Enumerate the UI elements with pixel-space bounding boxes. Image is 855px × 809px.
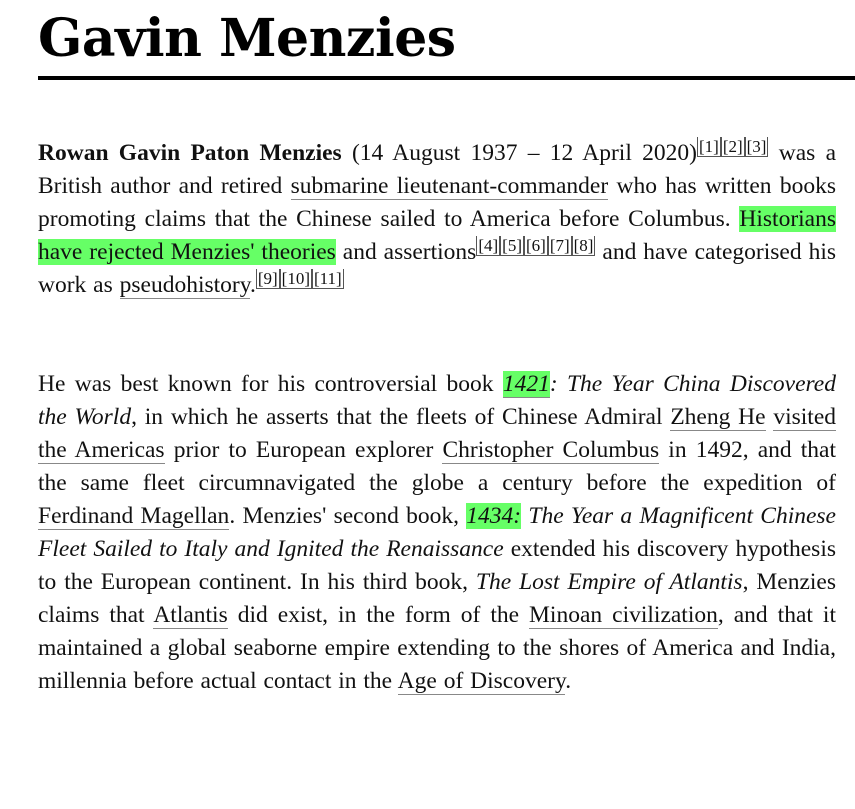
text-run: was a British author and retired [38,140,837,199]
ref-11[interactable]: [11] [314,269,342,289]
text-run: did exist, in the form of the [227,602,530,628]
text-run: and assertions [335,239,477,265]
ref-10[interactable]: [10] [281,269,310,289]
ref-2[interactable]: [2] [722,137,743,157]
book1-title: : The Year China Discovered the World [38,371,836,430]
ref-7[interactable]: [7] [549,236,570,256]
link-1421[interactable]: 1421 [502,371,550,397]
text-run: , Menzies claims that [38,569,836,628]
ref-8[interactable]: [8] [573,236,594,256]
text-run: who has written books promoting claims that the Chinese sailed to America before Columbus. [38,173,836,232]
refs-group-a [697,137,768,157]
link-ferdinand-magellan[interactable]: Ferdinand Magellan [38,503,230,529]
refs-group-b [476,236,595,256]
intro-paragraph [38,137,836,302]
link-christopher-columbus[interactable]: Christopher Columbus [442,437,660,463]
text-run: , in which he asserts that the fleets of Chinese Admiral [131,404,671,430]
subject-name: Rowan Gavin Paton Menzies [38,140,342,166]
link-minoan-civilization[interactable]: Minoan civilization [529,602,718,628]
title-divider [38,76,855,80]
book2-number-highlight: 1434: [466,503,522,529]
link-age-of-discovery[interactable]: Age of Discovery [397,668,566,694]
link-zheng-he[interactable]: Zheng He [670,404,766,430]
ref-1[interactable]: [1] [698,137,719,157]
text-run: . [249,272,256,298]
text-run: , and that it maintained a global seaborne empire extending to the shores of America and India, millennia before actual contact in the [38,602,836,694]
text-run: in 1492, and that the same fleet circumnavigated the globe a century before the expedition of [38,437,836,496]
link-atlantis[interactable]: Atlantis [153,602,228,628]
link-submarine-lieutenant-commander[interactable]: submarine lieutenant-commander [290,173,609,199]
text-run: and have categorised his work as [38,239,836,298]
text-run: . Menzies' second book, [229,503,467,529]
link-pseudohistory[interactable]: pseudohistory [119,272,250,298]
text-run: He was best known for his controversial book [38,371,503,397]
ref-9[interactable]: [9] [257,269,278,289]
highlighted-claim: Historians have rejected Menzies' theories [38,206,836,265]
books-paragraph [38,368,836,698]
ref-4[interactable]: [4] [478,236,499,256]
ref-3[interactable]: [3] [746,137,767,157]
ref-5[interactable]: [5] [502,236,522,256]
page-title: Gavin Menzies [38,8,456,69]
book2-title: The Year a Magnificent Chinese Fleet Sailed to Italy and Ignited the Renaissance [38,503,836,562]
article [38,0,837,694]
ref-6[interactable]: [6] [525,236,546,256]
refs-group-c [256,269,344,289]
book3-title: The Lost Empire of Atlantis [475,569,743,595]
text-run: extended his discovery hypothesis to the European continent. In his third book, [38,536,836,595]
text-run: . [565,668,572,694]
life-dates: (14 August 1937 – 12 April 2020) [341,140,697,166]
link-visited-the-americas[interactable]: visited the Americas [38,404,837,463]
text-run: prior to European explorer [164,437,443,463]
